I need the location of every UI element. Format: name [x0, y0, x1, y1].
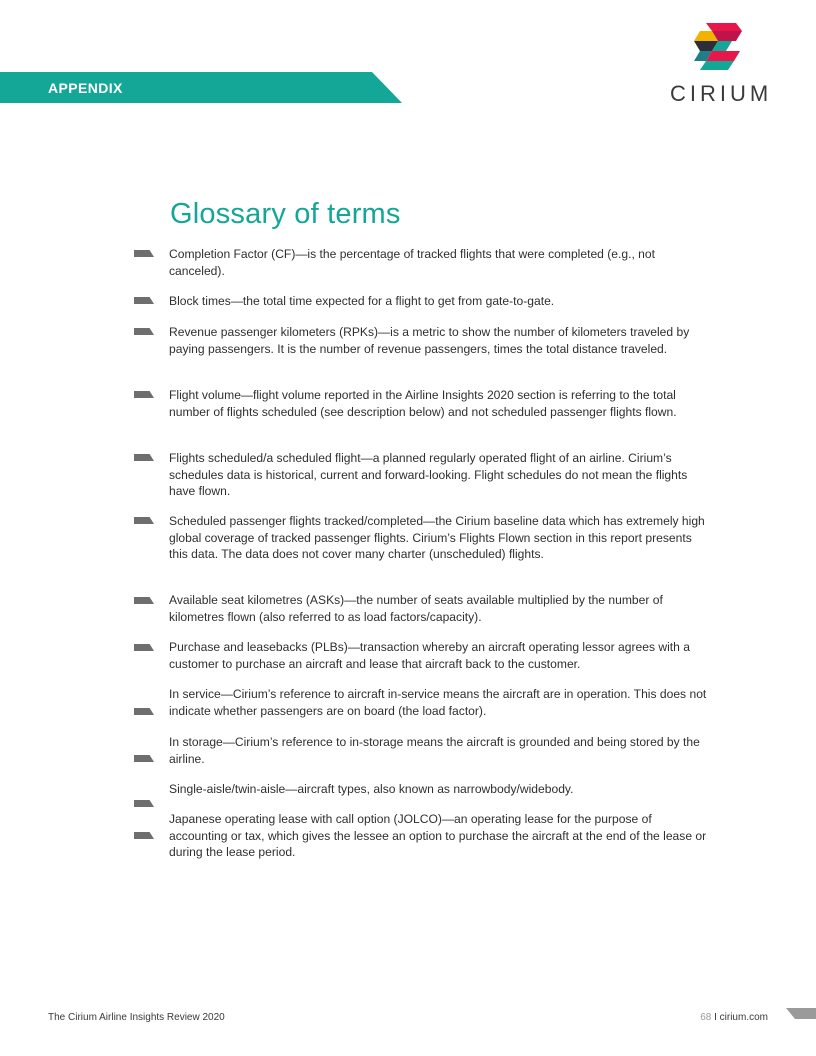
website-link[interactable]: cirium.com	[719, 1012, 768, 1023]
bullet-marker	[134, 454, 154, 461]
glossary-entry: Available seat kilometres (ASKs)—the number of seats available multiplied by the number of kilometres flown (also referred to as load factors/capacity).	[169, 593, 663, 624]
glossary-entry: Purchase and leasebacks (PLBs)—transaction whereby an aircraft operating lessor agrees with a customer to purchase an aircraft and lease that aircraft back to the customer.	[169, 640, 690, 671]
page-corner-tab	[786, 1008, 816, 1019]
bullet-marker	[134, 391, 154, 398]
bullet-marker	[134, 832, 154, 839]
glossary-entry: In service—Cirium’s reference to aircraft in-service means the aircraft are in operation. This does not indicate whether passengers are on board (the load factor).	[169, 687, 707, 718]
cirium-logo-icon	[692, 23, 744, 71]
section-label: APPENDIX	[48, 80, 123, 96]
bullet-marker	[134, 644, 154, 651]
page-number: 68	[700, 1012, 712, 1023]
bullet-marker	[134, 597, 154, 604]
bullet-marker	[134, 708, 154, 715]
page-title: Glossary of terms	[170, 198, 401, 230]
footer-separator: I	[714, 1012, 717, 1023]
glossary-entry: In storage—Cirium’s reference to in-storage means the aircraft is grounded and being stored by the airline.	[169, 735, 700, 766]
bullet-marker	[134, 517, 154, 524]
glossary-entry: Revenue passenger kilometers (RPKs)—is a metric to show the number of kilometers traveled by paying passengers. It is the number of revenue passengers, times the total distance traveled.	[169, 325, 690, 356]
glossary-entry: Flight volume—flight volume reported in the Airline Insights 2020 section is referring to the total number of flights scheduled (see description below) and not scheduled passenger flights flown.	[169, 388, 677, 419]
glossary-entry: Flights scheduled/a scheduled flight—a planned regularly operated flight of an airline. Cirium’s schedules data is historical, current and forward-looking. Flight schedules do not mean the flights have flown.	[169, 451, 688, 498]
page-footer	[700, 1012, 768, 1023]
report-title: The Cirium Airline Insights Review 2020	[48, 1012, 225, 1023]
brand-wordmark: CIRIUM	[670, 81, 773, 106]
bullet-marker	[134, 800, 154, 807]
bullet-marker	[134, 297, 154, 304]
glossary-entry: Completion Factor (CF)—is the percentage of tracked flights that were completed (e.g., not canceled).	[169, 247, 655, 278]
glossary-entry: Japanese operating lease with call option (JOLCO)—an operating lease for the purpose of accounting or tax, which gives the lessee an option to purchase the aircraft at the end of the lease or during the lease period.	[169, 812, 707, 859]
bullet-marker	[134, 250, 154, 257]
bullet-marker	[134, 755, 154, 762]
glossary-entry: Block times—the total time expected for a flight to get from gate-to-gate.	[169, 294, 555, 308]
glossary-entry: Single-aisle/twin-aisle—aircraft types, also known as narrowbody/widebody.	[169, 782, 574, 796]
glossary-entry: Scheduled passenger flights tracked/completed—the Cirium baseline data which has extremely high global coverage of tracked passenger flights. Cirium’s Flights Flown section in this report presents this data. The data does not cover many charter (unscheduled) flights.	[169, 514, 705, 561]
bullet-marker	[134, 328, 154, 335]
